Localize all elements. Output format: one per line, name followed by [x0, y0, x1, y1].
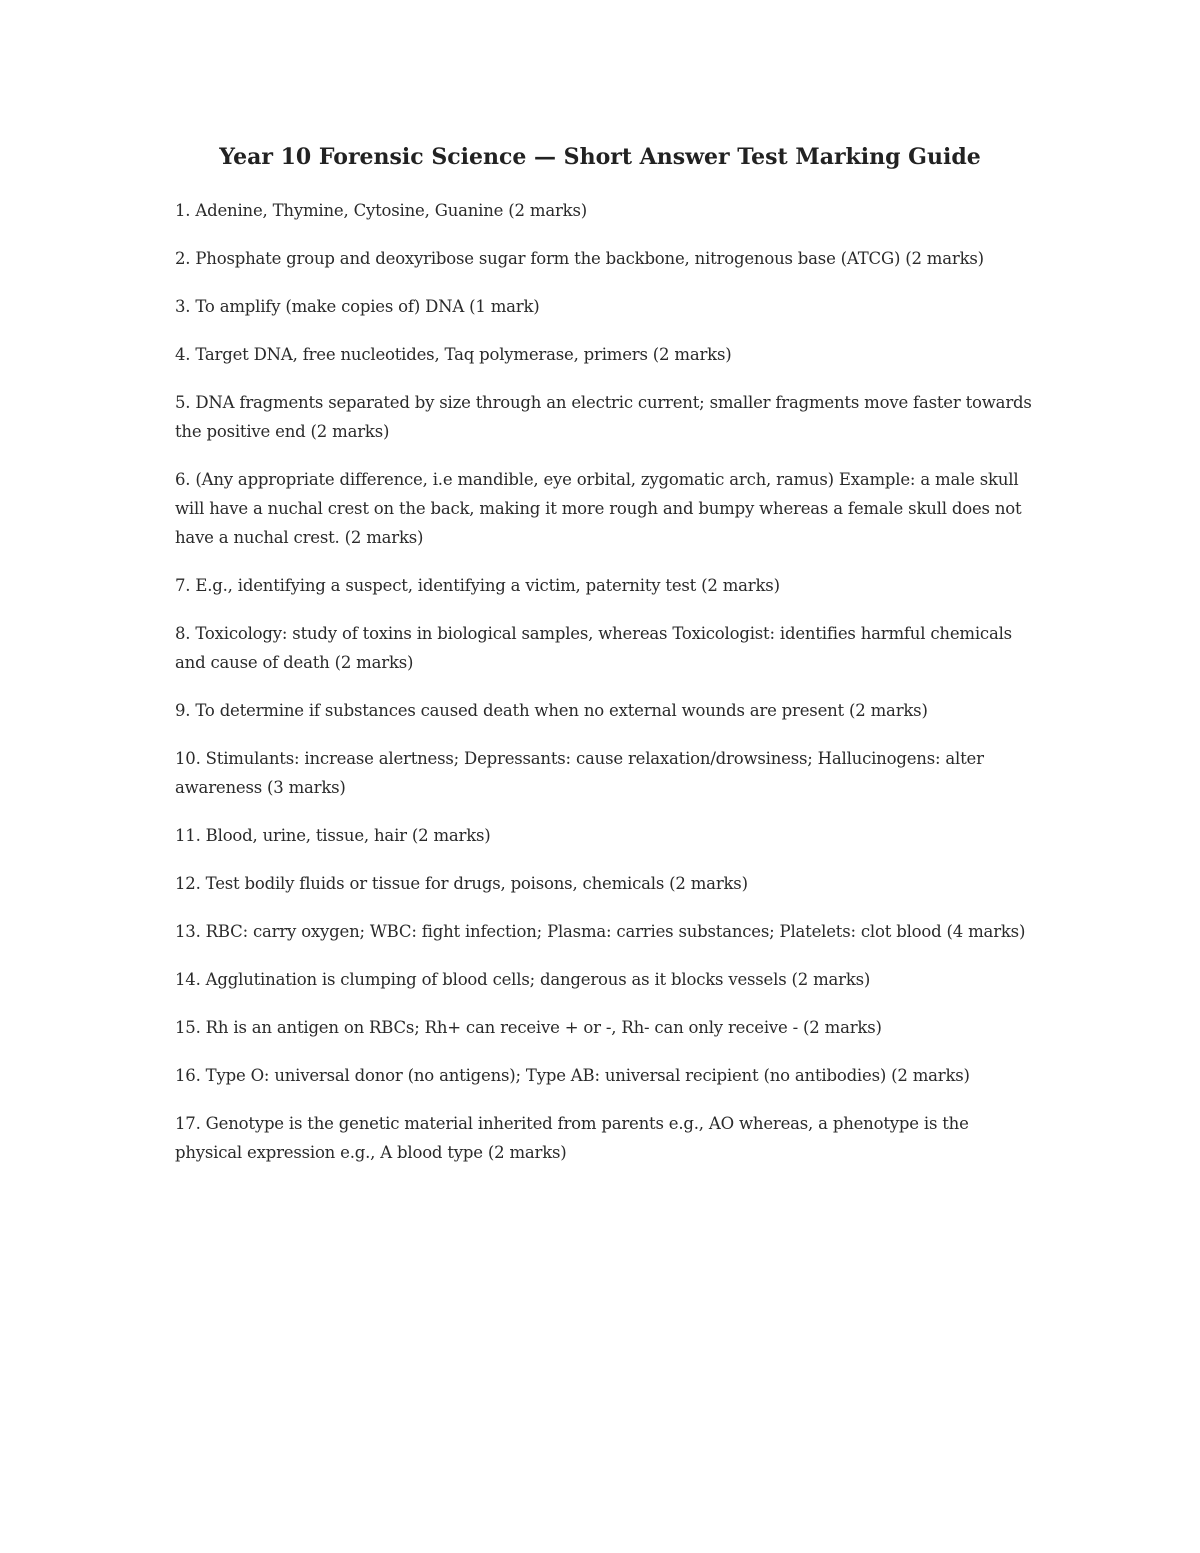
- answer-10: 10. Stimulants: increase alertness; Depressants: cause relaxation/drowsiness; Hallucinogens: alter awareness (3 marks): [175, 749, 984, 797]
- answer-6: 6. (Any appropriate difference, i.e mandible, eye orbital, zygomatic arch, ramus) Example: a male skull will have a nuchal crest on the back, making it more rough and bumpy whereas a female skull does not have a nuchal crest. (2 marks): [175, 470, 1022, 547]
- answer-2: 2. Phosphate group and deoxyribose sugar form the backbone, nitrogenous base (ATCG) (2 marks): [175, 249, 984, 268]
- answer-8: 8. Toxicology: study of toxins in biological samples, whereas Toxicologist: identifies harmful chemicals and cause of death (2 marks): [175, 624, 1012, 672]
- answer-12: 12. Test bodily fluids or tissue for drugs, poisons, chemicals (2 marks): [175, 874, 748, 893]
- answer-list: [175, 196, 1035, 1186]
- answer-5: 5. DNA fragments separated by size through an electric current; smaller fragments move faster towards the positive end (2 marks): [175, 393, 1032, 441]
- answer-3: 3. To amplify (make copies of) DNA (1 mark): [175, 297, 540, 316]
- answer-17: 17. Genotype is the genetic material inherited from parents e.g., AO whereas, a phenotype is the physical expression e.g., A blood type (2 marks): [175, 1114, 969, 1162]
- answer-11: 11. Blood, urine, tissue, hair (2 marks): [175, 826, 491, 845]
- answer-1: 1. Adenine, Thymine, Cytosine, Guanine (2 marks): [175, 201, 587, 220]
- answer-4: 4. Target DNA, free nucleotides, Taq polymerase, primers (2 marks): [175, 345, 732, 364]
- answer-15: 15. Rh is an antigen on RBCs; Rh+ can receive + or -, Rh- can only receive - (2 marks): [175, 1018, 882, 1037]
- answer-7: 7. E.g., identifying a suspect, identifying a victim, paternity test (2 marks): [175, 576, 780, 595]
- document-title: Year 10 Forensic Science — Short Answer Test Marking Guide: [219, 144, 981, 170]
- answer-9: 9. To determine if substances caused death when no external wounds are present (2 marks): [175, 701, 928, 720]
- answer-13: 13. RBC: carry oxygen; WBC: fight infection; Plasma: carries substances; Platelets: clot blood (4 marks): [175, 922, 1026, 941]
- answer-16: 16. Type O: universal donor (no antigens); Type AB: universal recipient (no antibodies) (2 marks): [175, 1066, 970, 1085]
- answer-14: 14. Agglutination is clumping of blood cells; dangerous as it blocks vessels (2 marks): [175, 970, 871, 989]
